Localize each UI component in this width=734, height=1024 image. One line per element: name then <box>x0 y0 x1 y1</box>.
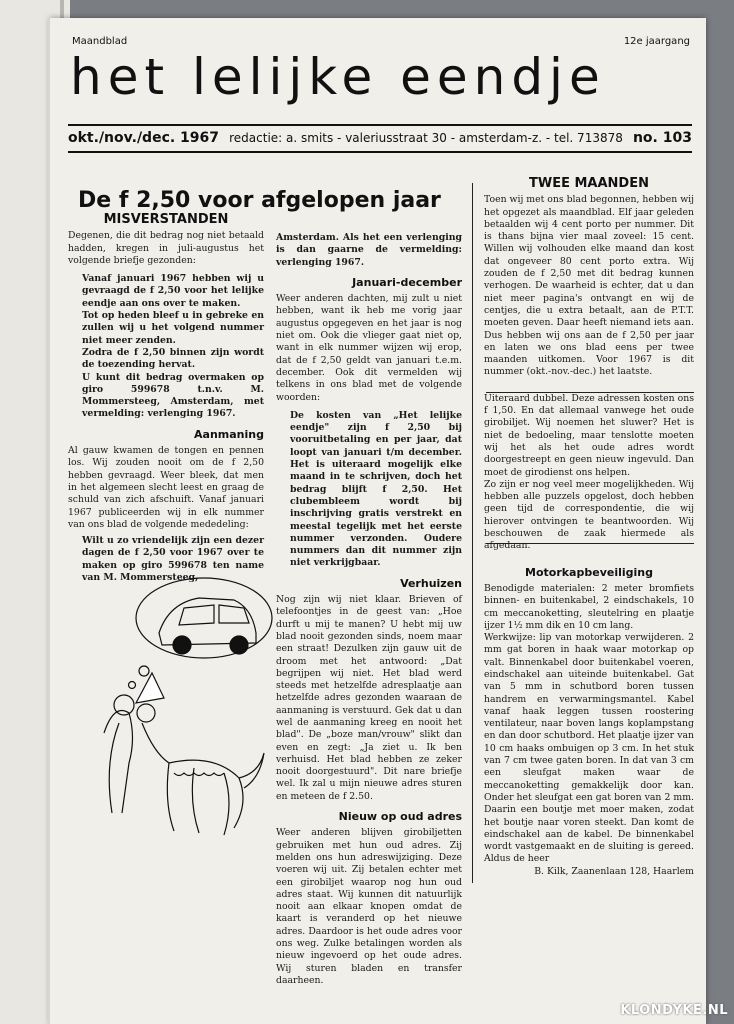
verhuizen-heading: Verhuizen <box>400 576 462 590</box>
nieuw-op-oud-adres-heading: Nieuw op oud adres <box>338 810 462 824</box>
motorkap-instructions: Werkwijze: lip van motorkap verwijderen. 2 mm gat boren in haak waar motorkap op valt. Binnenkabel door buitenkabel voeren, eindschakel aan uiteinde buitenkabel. Gat van 5 mm in schutbord boren tussen handrem en verwarmingsmantel. Kabel vanaf haak leggen tussen roostering ventilateur, naar boven langs koplampstang en dan door schutbord. Het plaatje ijzer van 10 cm haaks ombuigen op 3 cm. In het stuk van 7 cm twee gaten boren. In dat van 3 cm een sleufgat maken waar de meccanoketting gemakkelijk door kan. Onder het sleufgat een gat boren van 2 mm. Daarin een boutje met moer maken, zodat het boutje naar voren steekt. Dan komt de eindschakel aan de kabel. De binnenkabel wordt vastgemaakt en de sluiting is gereed. Aldus de heer <box>484 632 694 865</box>
misverstanden-intro: Degenen, die dit bedrag nog niet betaald hadden, kregen in juli-augustus het volgende briefje gezonden: <box>68 230 264 266</box>
motorkapbeveiliging-heading: Motorkapbeveiliging <box>525 565 653 579</box>
masthead-rule-top <box>68 124 692 126</box>
column2-continuation: Amsterdam. Als het een verlenging is dan gaarne de vermelding: verlenging 1967. <box>276 232 462 268</box>
column-1 <box>68 214 264 584</box>
author-signature: B. Kilk, Zaanenlaan 128, Haarlem <box>534 865 694 877</box>
masthead-label-left: Maandblad <box>72 36 128 47</box>
motorkap-materials: Benodigde materialen: 2 meter bromfiets binnen- en buitenkabel, 2 eindschakels, 10 cm meccanoketting, sleutelring en plaatje ijzer 1½ mm dik en 10 cm lang. <box>484 582 694 631</box>
twee-maanden-text: Toen wij met ons blad begonnen, hebben wij het opgezet als maandblad. Elf jaar geleden betaalden wij 4 cent porto per nummer. Dit is thans bijna vier maal zoveel: 15 cent. Willen wij volhouden elke maand dan kost dat ongeveer 80 cent porto extra. Wij zouden de f 2,50 met dit bedrag kunnen verhogen. De waarheid is echter, dat u dan niet meer pagina's ontvangt en wij de centjes, die u extra betaalt, aan de P.T.T. moeten geven. Daar heeft niemand iets aan. Dus hebben wij ons aan de f 2,50 per jaar en laten we ons blad eens per twee maanden uitkomen. Voor 1967 is dit nummer (okt.-nov.-dec.) het laatste. <box>484 194 695 378</box>
issue-number: no. 103 <box>632 130 692 146</box>
quote-paragraph: Zodra de f 2,50 binnen zijn wordt de toezending hervat. <box>82 346 264 371</box>
masthead-infoline <box>68 130 692 146</box>
editorial-address: redactie: a. smits - valeriusstraat 30 - amsterdam-z. - tel. 713878 <box>229 131 623 145</box>
illustration-satyr-and-car <box>74 563 274 843</box>
verhuizen-text: Nog zijn wij niet klaar. Brieven of telefoontjes in de geest van: „Hoe durft u mij te manen? U hebt mij uw blad nooit gezonden sinds, noem maar een straat! Dezulken zijn gauw uit de droom met het antwoord: „Dat begrijpen wij niet. Het blad werd steeds met hetzelfde adresplaatje aan hetzelfde adres gezonden waaraan de aanmaning is verstuurd. Gek dat u dan wel de aanmaning kreeg en nooit het blad". De „boze man/vrouw" slikt dan even en zegt: „Ja ziet u. Ik ben verhuisd. Het blad hebben ze zeker nooit doorgestuurd". Dit nare briefje wel. Ik zal u mijn nieuwe adres sturen en meteen de f 2.50. <box>276 594 462 802</box>
januari-december-text: Weer anderen dachten, mij zult u niet hebben, want ik heb me vorig jaar augustus opgegeven en het jaar is nog niet om. Ook die vlieger gaat niet op, want in elk nummer wijzen wij erop, dat de f 2,50 geldt van januari t.e.m. december. Ook dit vermelden wij telkens in ons blad met de volgende woorden: <box>276 293 462 403</box>
aanmaning-quote: Wilt u zo vriendelijk zijn een dezer dagen de f 2,50 voor 1967 over te maken op giro 599678 ten name van M. Mommersteeg, <box>82 535 264 584</box>
watermark: KLONDYKE.NL <box>620 1003 728 1018</box>
masthead-title: het lelijke eendje <box>70 48 606 106</box>
column-2 <box>276 232 462 987</box>
quote-paragraph: Vanaf januari 1967 hebben wij u gevraagd de f 2,50 voor het lelijke eendje aan ons over te maken. <box>82 273 264 309</box>
twee-maanden-heading: TWEE MAANDEN <box>529 176 649 191</box>
masthead-label-right: 12e jaargang <box>623 36 690 47</box>
misverstanden-heading: MISVERSTANDEN <box>103 212 229 227</box>
column-3 <box>484 170 694 878</box>
quote-paragraph: Tot op heden bleef u in gebreke en zullen wij u het volgend nummer niet meer zenden. <box>82 310 264 346</box>
aanmaning-text: Al gauw kwamen de tongen en pennen los. Wij zouden nooit om de f 2,50 hebben gevraagd. Weer bleek, dat men in het algemeen slecht leest en graag de schuld van zich afschuift. Vanaf januari 1967 publiceerden wij in elk nummer van ons blad de volgende mededeling: <box>68 445 264 530</box>
januari-december-quote: De kosten van „Het lelijke eendje" zijn f 2,50 bij vooruitbetaling en per jaar, dat loopt van januari t/m december. Het is uiteraard mogelijk elke maand in te schrijven, doch het bedrag blijft f 2,50. Het clubembleem wordt bij inschrijving gratis verstrekt en meestal tegelijk met het eerste nummer verzonden. Oudere nummers dan dit nummer zijn niet verkrijgbaar. <box>290 409 462 569</box>
nieuw-op-oud-adres-text: Weer anderen blijven girobiljetten gebruiken met hun oud adres. Zij melden ons hun adreswijziging. Deze voeren wij uit. Zij betalen echter met een girobiljet waarop nog hun oud adres staat. Wij kunnen dit natuurlijk nooit aan elkaar knopen omdat de kaart is veranderd op het nieuwe adres. Daardoor is het oude adres voor ons weg. Zulke betalingen worden als nieuw ingevoerd op het oude adres. Wij sturen bladen en transfer daarheen. <box>276 827 462 986</box>
main-headline: De f 2,50 voor afgelopen jaar <box>78 188 441 213</box>
issue-date: okt./nov./dec. 1967 <box>68 130 220 146</box>
newsletter-page <box>50 18 706 1024</box>
uiteraard-dubbel-text: Uiteraard dubbel. Deze adressen kosten ons f 1,50. En dat allemaal vanwege het oude girobiljet. Wij noemen het sluwer? Het is niet de bedoeling, maar tenslotte moeten wij het als het oude adres wordt doorgestreept en geen nieuw ingevuld. Dan moet de girodienst ons helpen. <box>484 392 694 478</box>
puzzels-text: Zo zijn er nog veel meer mogelijkheden. Wij hebben alle puzzels opgelost, doch hebben geen tijd de correspondentie, die wij hierover ontvingen te beantwoorden. Wij beschouwen de zaak hiermede als afgedaan. <box>484 478 694 552</box>
aanmaning-heading: Aanmaning <box>194 427 264 441</box>
masthead-rule-bottom <box>68 151 692 153</box>
quote-paragraph: U kunt dit bedrag overmaken op giro 599678 t.n.v. M. Mommersteeg, Amsterdam, met vermelding: verlenging 1967. <box>82 371 264 420</box>
column-divider <box>472 183 473 883</box>
januari-december-heading: Januari-december <box>352 275 462 289</box>
